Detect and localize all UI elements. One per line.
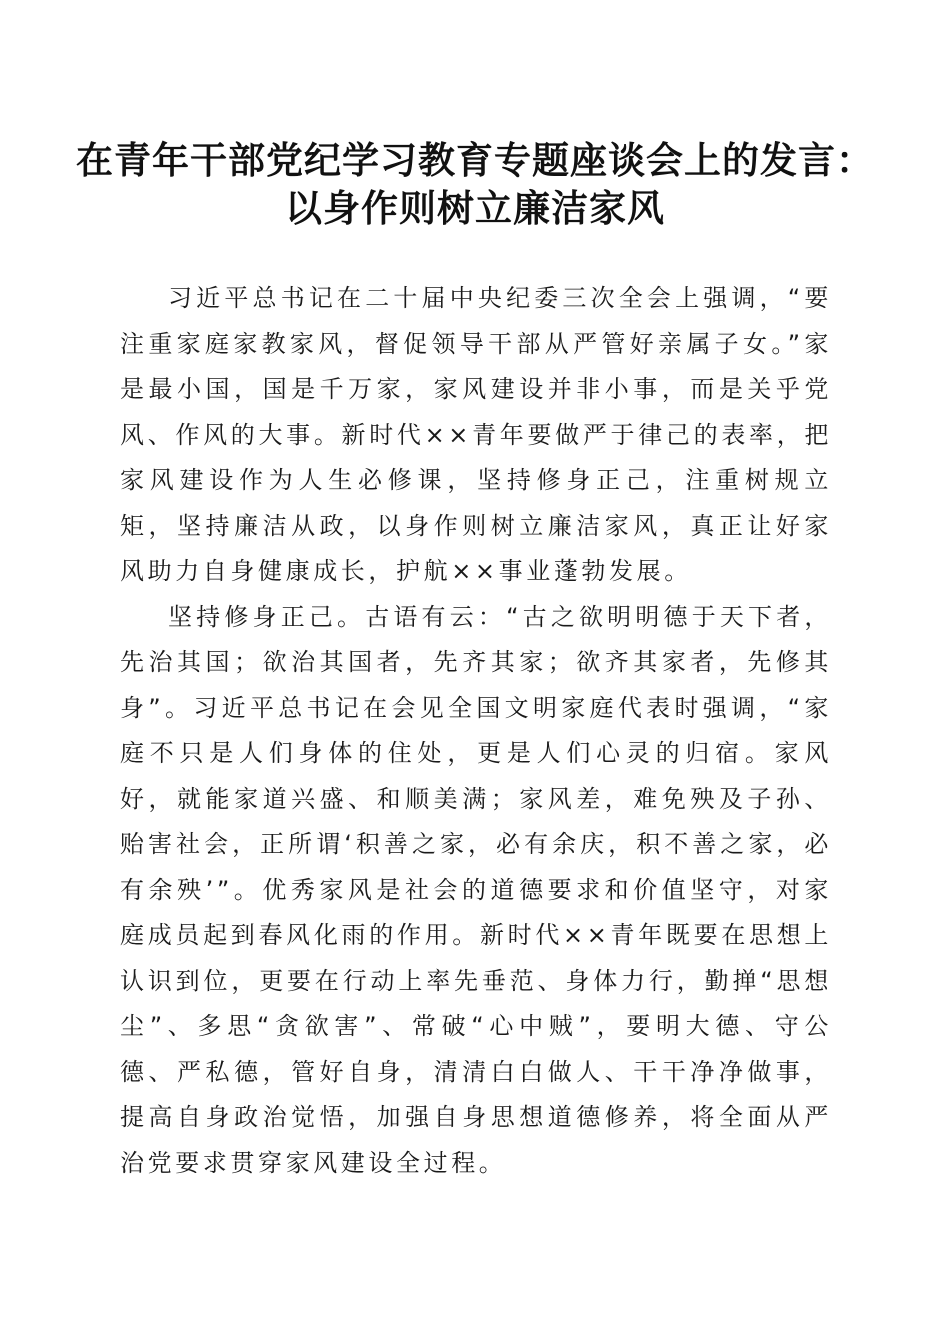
paragraph-2: 坚持修身正己。古语有云：“古之欲明明德于天下者，先治其国；欲治其国者，先齐其家；欲齐其家者，先修其身”。习近平总书记在会见全国文明家庭代表时强调，“家庭不只是人们身体的住处，更是人们心灵的归宿。家风好，就能家道兴盛、和顺美满；家风差，难免殃及子孙、贻害社会，正所谓‘积善之家，必有余庆，积不善之家，必有余殃’”。优秀家风是社会的道德要求和价值坚守，对家庭成员起到春风化雨的作用。新时代××青年既要在思想上认识到位，更要在行动上率先垂范、身体力行，勤掸“思想尘”、多思“贪欲害”、常破“心中贼”，要明大德、守公德、严私德，管好自身，清清白白做人、干干净净做事，提高自身政治觉悟，加强自身思想道德修养，将全面从严治党要求贯穿家风建设全过程。 [120, 602, 832, 1177]
document-body [120, 276, 832, 1186]
document-title [0, 136, 950, 232]
title-line-2: 以身作则树立廉洁家风 [285, 186, 665, 230]
paragraph-1: 习近平总书记在二十届中央纪委三次全会上强调，“要注重家庭家教家风，督促领导干部从严管好亲属子女。”家是最小国，国是千万家，家风建设并非小事，而是关乎党风、作风的大事。新时代××青年要做严于律己的表率，把家风建设作为人生必修课，坚持修身正己，注重树规立矩，坚持廉洁从政，以身作则树立廉洁家风，真正让好家风助力自身健康成长，护航××事业蓬勃发展。 [120, 284, 832, 585]
title-line-1: 在青年干部党纪学习教育专题座谈会上的发言： [76, 138, 874, 182]
